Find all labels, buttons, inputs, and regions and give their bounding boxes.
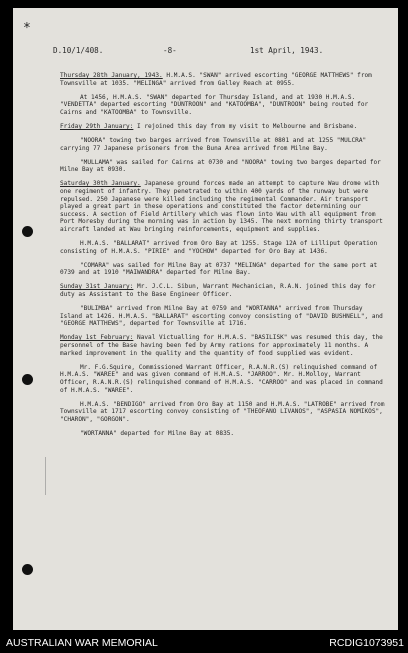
paragraph xyxy=(60,123,386,131)
paragraph-text: I rejoined this day from my visit to Melbourne and Brisbane. xyxy=(133,122,358,130)
paragraph xyxy=(60,334,386,357)
paragraph xyxy=(60,94,386,117)
record-id: RCDIG1073951 xyxy=(329,637,404,649)
paragraph-text: Mr. F.G.Squire, Commissioned Warrant Officer, R.A.N.R.(S) relinquished command of H.M.A.S. "WAREE" and was given command of H.M.A.S. "JARROO". Mr. H.Molloy, Warrant Officer, R.A.N.R.(S) relinquished command of H.M.A.S. "CARROO" and was placed in command of H.M.A.S. "WAREE". xyxy=(60,363,387,394)
paragraph-text: "MULLAMA" was sailed for Cairns at 0730 and "NOORA" towing two barges departed for Milne Bay at 0930. xyxy=(60,158,385,174)
paragraph-text: H.M.A.S. "BENDIGO" arrived from Oro Bay at 1150 and H.M.A.S. "LATROBE" arrived from Townsville at 1717 escorting convoy consisting of "THEOFANO LIVANOS", "ASPASIA NOMIKOS", "CHARON", "GORGON". xyxy=(60,400,389,423)
document-header xyxy=(53,46,383,58)
paragraph xyxy=(60,137,386,152)
paragraph-date: Monday 1st February: xyxy=(60,334,134,342)
document-page xyxy=(13,8,398,630)
paragraph-text: Mr. J.C.L. Sibun, Warrant Mechanician, R.A.N. joined this day for duty as Assistant to the Base Engineer Officer. xyxy=(60,283,380,299)
punch-hole xyxy=(22,226,33,237)
paragraph-text: "COMARA" was sailed for Milne Bay at 0737 "MELINGA" departed for the same port at 0739 and at 1910 "MAIWANDRA" departed for Milne Bay. xyxy=(60,261,381,277)
page-number: -8- xyxy=(163,46,177,55)
corner-mark: * xyxy=(23,21,31,36)
paragraph xyxy=(60,430,386,438)
paragraph-date: Sunday 31st January: xyxy=(60,283,134,291)
institution-name: AUSTRALIAN WAR MEMORIAL xyxy=(6,637,158,649)
document-reference: D.10/1/408. xyxy=(53,46,104,55)
paragraph xyxy=(60,364,386,394)
paragraph xyxy=(60,283,386,298)
paragraph-text: "BULIMBA" arrived from Milne Bay at 0759 and "WORTANNA" arrived from Thursday Island at 1426. H.M.A.S. "BALLARAT" escorting convoy consisting of "DAVID BUSHNELL", and "GEORGE MATTHEWS", departed for Townsville at 1716. xyxy=(60,305,387,328)
footer-bar xyxy=(0,633,408,653)
paragraph-text: "NOORA" towing two barges arrived from Townsville at 0801 and at 1255 "MULCRA" carrying 77 Japanese prisoners from the Buna Area arrived from Milne Bay. xyxy=(60,137,370,152)
paragraph-date: Saturday 30th January. xyxy=(60,180,141,188)
document-body xyxy=(60,72,389,624)
paragraph xyxy=(60,305,386,328)
document-date: 1st April, 1943. xyxy=(250,46,324,55)
paragraph xyxy=(60,400,389,424)
punch-hole xyxy=(22,564,33,575)
paragraph-text: Naval Victualling for H.M.A.S. "BASILISK" was resumed this day, the personnel of the Base having been fed by Army rations for approximately 11 months. A marked improvement in the quality and the quantity of food supplied was evident. xyxy=(60,334,387,357)
paragraph-text: H.M.A.S. "BALLARAT" arrived from Oro Bay at 1255. Stage 12A of Lilliput Operation consisting of H.M.A.S. "PIRIE" and "YOCHOW" departed for Oro Bay at 1436. xyxy=(60,240,381,255)
paragraph-text: Japanese ground forces made an attempt to capture Wau drome with one regiment of infantry. They penetrated to within 400 yards of the runway but were repulsed. 250 Japanese were killed including the regimental Commander. Air transport played a great part in these operations and constituted the factor determining our success. A section of Field Artillery which was flown into Wau with all equipment from Port Moresby during the morning was in action by 1345. The next morning thirty transport aircraft landed at Wau bringing reinforcements, equipment and supplies. xyxy=(60,180,387,233)
paragraph xyxy=(60,262,386,277)
paragraph-text: "WORTANNA" departed for Milne Bay at 0835. xyxy=(80,429,235,437)
paragraph xyxy=(60,180,386,233)
punch-hole xyxy=(22,374,33,385)
paragraph-date: Thursday 28th January, 1943. xyxy=(60,72,163,79)
paragraph xyxy=(60,159,386,174)
paragraph-text: H.M.A.S. "SWAN" arrived escorting "GEORGE MATTHEWS" from Townsville at 1035. "MELINGA" arrived from Galley Reach at 0955. xyxy=(60,72,376,87)
paragraph xyxy=(60,240,386,255)
paragraph-text: At 1456, H.M.A.S. "SWAN" departed for Thursday Island, and at 1930 H.M.A.S. "VENDETTA" departed escorting "DUNTROON" and "KATOOMBA", "DUNTROON" being routed for Cairns and "KATOOMBA" to Townsville. xyxy=(60,93,372,116)
paragraph-date: Friday 29th January: xyxy=(60,122,134,130)
paragraph xyxy=(60,72,386,87)
